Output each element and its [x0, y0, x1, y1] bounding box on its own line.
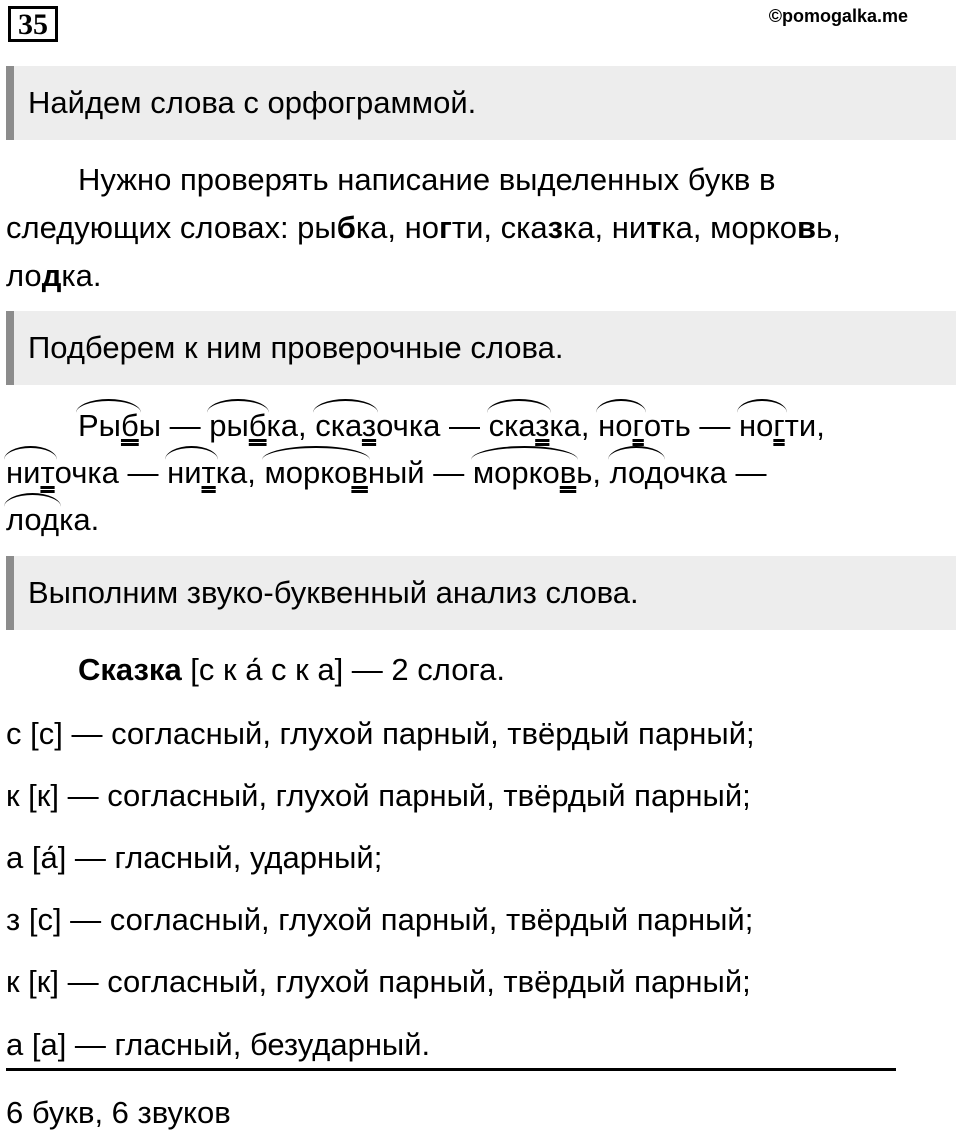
sound-row: а [а́] — гласный, ударный; — [6, 840, 383, 875]
text: ка, но — [355, 210, 439, 245]
root-arc-word: рыб — [209, 408, 267, 443]
step-heading-2: Подберем к ним проверочные слова. — [6, 311, 956, 385]
checked-letter: г — [773, 408, 785, 443]
text: ти, ска — [451, 210, 548, 245]
highlight-letter: т — [646, 210, 662, 245]
text: ка. — [61, 258, 102, 293]
highlight-letter: д — [41, 258, 62, 293]
root-arc-word: морков — [264, 455, 368, 490]
checked-letter: т — [201, 455, 216, 490]
step-heading-3: Выполним звуко-буквенный анализ слова. — [6, 556, 956, 630]
site-watermark: ©pomogalka.me — [768, 6, 908, 26]
checked-letter: т — [40, 455, 55, 490]
checked-letter: б — [248, 408, 267, 443]
checked-letter: в — [351, 455, 368, 490]
para1-line1: Нужно проверять написание выделенных букв в — [78, 162, 776, 197]
summary: 6 букв, 6 звуков — [6, 1095, 231, 1130]
checked-letter: д — [644, 455, 663, 490]
analysis-heading — [78, 652, 505, 688]
checked-letter: г — [632, 408, 644, 443]
sound-row: с [с] — согласный, глухой парный, твёрдый парный; — [6, 716, 755, 751]
step-heading-1: Найдем слова с орфограммой. — [6, 66, 956, 140]
text: ло — [6, 258, 42, 293]
text: ка, морко — [661, 210, 798, 245]
root-arc-word: нит — [6, 455, 55, 490]
para1-line3 — [6, 258, 101, 294]
checked-letter: з — [361, 408, 377, 443]
sound-row: к [к] — согласный, глухой парный, твёрдый парный; — [6, 778, 751, 813]
sound-row: з [с] — согласный, глухой парный, твёрдый парный; — [6, 902, 754, 937]
sound-row: к [к] — согласный, глухой парный, твёрдый парный; — [6, 964, 751, 999]
root-arc-word: лод — [6, 502, 60, 537]
root-arc-word: сказ — [315, 408, 377, 443]
root-arc-word: морков — [472, 455, 577, 490]
text: следующих словах: ры — [6, 210, 337, 245]
pairs-line3: лодка. — [6, 502, 100, 537]
para1-line2 — [6, 210, 841, 246]
analysis-transcription: [с к а́ с к а] — 2 слога. — [181, 652, 505, 687]
checked-letter: з — [535, 408, 550, 443]
sound-row: а [а] — гласный, безударный. — [6, 1027, 431, 1062]
root-arc-word: нит — [167, 455, 216, 490]
root-arc-word: лод — [609, 455, 663, 490]
root-arc-word: Рыб — [78, 408, 139, 443]
pairs-line1: Рыбы — рыбка, сказочка — сказка, ноготь — ногти, — [78, 408, 825, 443]
checked-letter: в — [559, 455, 577, 490]
analysis-word: Сказка — [78, 652, 182, 687]
root-arc-word: ног — [598, 408, 644, 443]
task-number: 35 — [8, 6, 58, 42]
root-arc-word: сказ — [488, 408, 550, 443]
checked-letter: б — [120, 408, 139, 443]
root-arc-word: ног — [738, 408, 785, 443]
highlight-letter: в — [797, 210, 817, 245]
highlight-letter: б — [336, 210, 356, 245]
pairs-line2: ниточка — нитка, морковный — морковь, лодочка — — [6, 455, 767, 490]
text: ка, ни — [563, 210, 647, 245]
highlight-letter: г — [438, 210, 452, 245]
text: ь, — [816, 210, 841, 245]
highlight-letter: з — [547, 210, 564, 245]
checked-letter: д — [41, 502, 60, 537]
summary-divider — [6, 1068, 896, 1071]
